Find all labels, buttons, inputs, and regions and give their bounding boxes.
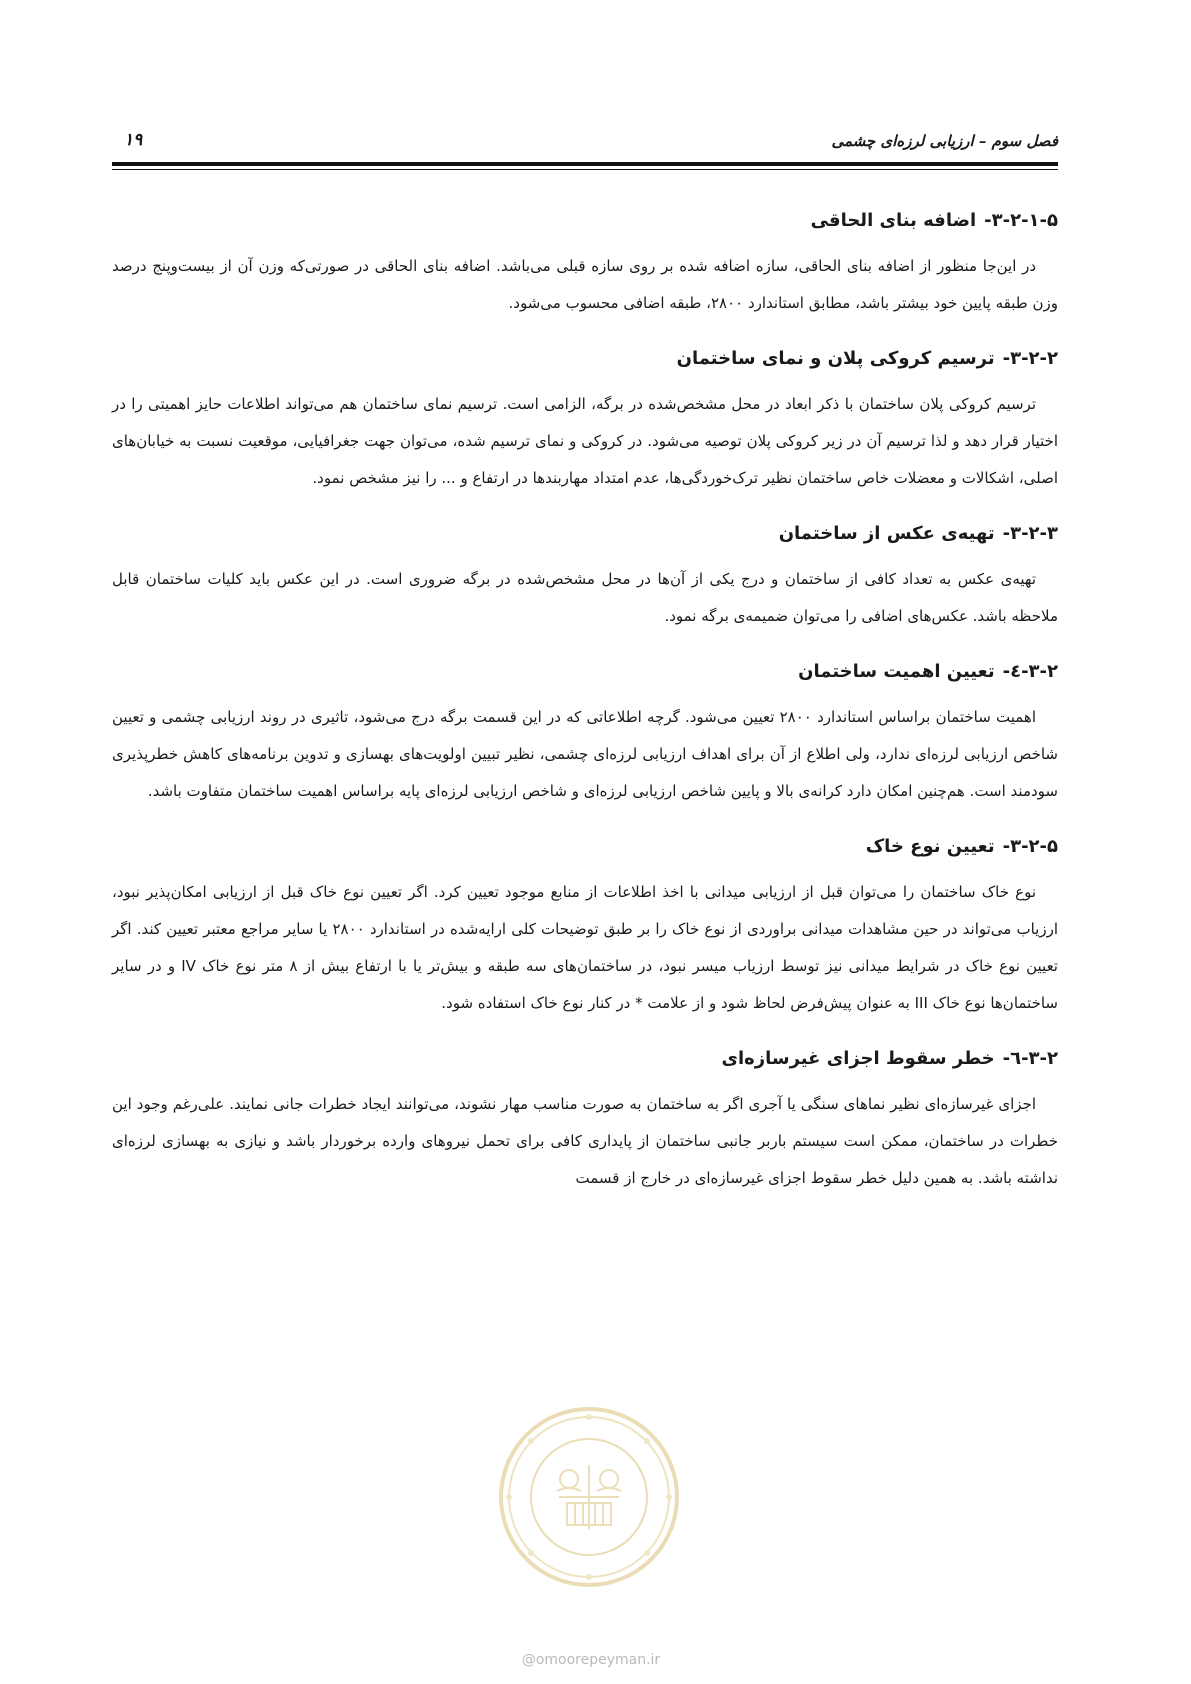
section-heading xyxy=(112,344,1058,374)
section-heading xyxy=(112,832,1058,862)
section-number: ۳-۲-۱-۵- xyxy=(984,210,1058,231)
section-title: اضافه بنای الحاقی xyxy=(810,210,977,231)
page-body xyxy=(112,206,1058,1219)
page-number: ۱۹ xyxy=(124,130,143,150)
chapter-title: فصل سوم – ارزیابی لرزه‌ای چشمی xyxy=(831,132,1058,150)
page-header xyxy=(112,128,1058,162)
section-heading xyxy=(112,1044,1058,1074)
section-title: تهیه‌ی عکس از ساختمان xyxy=(778,523,995,544)
section-soil-type xyxy=(112,832,1058,1022)
section-heading xyxy=(112,657,1058,687)
seal-watermark-icon xyxy=(497,1405,681,1589)
section-paragraph: در این‌جا منظور از اضافه بنای الحاقی، سازه اضافه شده بر روی سازه قبلی می‌باشد. اضافه بنای الحاقی در صورتی‌که وزن آن از بیست‌وپنج درصد وزن طبقه پایین خود بیشتر باشد، مطابق استاندارد ۲۸۰۰، طبقه اضافی محسوب می‌شود. xyxy=(112,257,1058,312)
section-plan-sketch xyxy=(112,344,1058,497)
section-title: خطر سقوط اجزای غیرسازه‌ای xyxy=(721,1048,995,1069)
section-paragraph: تهیه‌ی عکس به تعداد کافی از ساختمان و درج یکی از آن‌ها در محل مشخص‌شده در برگه ضروری است. در این عکس باید کلیات ساختمان قابل ملاحظه باشد. عکس‌های اضافی را می‌توان ضمیمه‌ی برگه نمود. xyxy=(112,570,1058,625)
section-number: ۳-۲-۵- xyxy=(1002,836,1058,857)
section-paragraph: نوع خاک ساختمان را می‌توان قبل از ارزیابی میدانی با اخذ اطلاعات از منابع موجود تعیین کرد. اگر تعیین نوع خاک قبل از ارزیابی امکان‌پذیر نبود، ارزیاب می‌تواند در حین مشاهدات میدانی براوردی از نوع خاک را بر طبق توضیحات کلی ارایه‌شده در استاندارد ۲۸۰۰ یا سایر مراجع معتبر تعیین کند. اگر تعیین نوع خاک در شرایط میدانی نیز توسط ارزیاب میسر نبود، در ساختمان‌های سه طبقه و بیش‌تر یا با ارتفاع بیش از ۸ متر نوع خاک IV و در سایر ساختمان‌ها نوع خاک III به عنوان پیش‌فرض لحاظ شود و از علامت * در کنار نوع خاک استفاده شود. xyxy=(112,883,1058,1012)
section-paragraph: ترسیم کروکی پلان ساختمان با ذکر ابعاد در محل مشخص‌شده در برگه، الزامی است. ترسیم نمای ساختمان هم می‌تواند اطلاعات حایز اهمیتی را در اختیار قرار دهد و لذا ترسیم آن در زیر کروکی پلان توصیه می‌شود. در کروکی و نمای ترسیم شده، می‌توان جهت جغرافیایی، موقعیت نسبت به خیابان‌های اصلی، اشکالات و معضلات خاص ساختمان نظیر ترک‌خوردگی‌ها، عدم امتداد مهاربندها در ارتفاع و ... را نیز مشخص نمود. xyxy=(112,395,1058,487)
section-number: ۳-۲-۳- xyxy=(1002,523,1058,544)
section-number: ۳-۲-۲- xyxy=(1002,348,1058,369)
header-rule-thick xyxy=(112,162,1058,166)
section-number: ۳-۲-٦- xyxy=(1002,1048,1058,1069)
section-heading xyxy=(112,206,1058,236)
section-heading xyxy=(112,519,1058,549)
section-title: تعیین نوع خاک xyxy=(865,836,995,857)
section-additional-structure xyxy=(112,206,1058,322)
section-paragraph: اهمیت ساختمان براساس استاندارد ۲۸۰۰ تعیین می‌شود. گرچه اطلاعاتی که در این قسمت برگه درج می‌شود، تاثیری در روند ارزیابی چشمی و تعیین شاخص ارزیابی لرزه‌ای ندارد، ولی اطلاع از آن برای اهداف ارزیابی لرزه‌ای چشمی، نظیر تبیین اولویت‌های بهسازی و تدوین برنامه‌های کاهش خطرپذیری سودمند است. هم‌چنین امکان دارد کرانه‌ی بالا و پایین شاخص ارزیابی لرزه‌ای و شاخص ارزیابی لرزه‌ای پایه براساس اهمیت ساختمان متفاوت باشد. xyxy=(112,708,1058,800)
section-paragraph: اجزای غیرسازه‌ای نظیر نماهای سنگی یا آجری اگر به ساختمان به صورت مناسب مهار نشوند، می‌توانند ایجاد خطرات جانی نمایند. علی‌رغم وجود این خطرات در ساختمان، ممکن است سیستم باربر جانبی ساختمان از پایداری کافی برای تحمل نیروهای وارده برخوردار باشد و نیازی به بهسازی لرزه‌ای نداشته باشد. به همین دلیل خطر سقوط اجزای غیرسازه‌ای در خارج از قسمت xyxy=(112,1095,1058,1187)
section-number: ۳-۲-٤- xyxy=(1002,661,1058,682)
header-rule-thin xyxy=(112,169,1058,170)
section-title: ترسیم کروکی پلان و نمای ساختمان xyxy=(676,348,995,369)
section-building-photo xyxy=(112,519,1058,635)
watermark-url: @omoorepeyman.ir xyxy=(521,1652,661,1668)
section-building-importance xyxy=(112,657,1058,810)
section-nonstructural-hazard xyxy=(112,1044,1058,1197)
section-title: تعیین اهمیت ساختمان xyxy=(798,661,995,682)
